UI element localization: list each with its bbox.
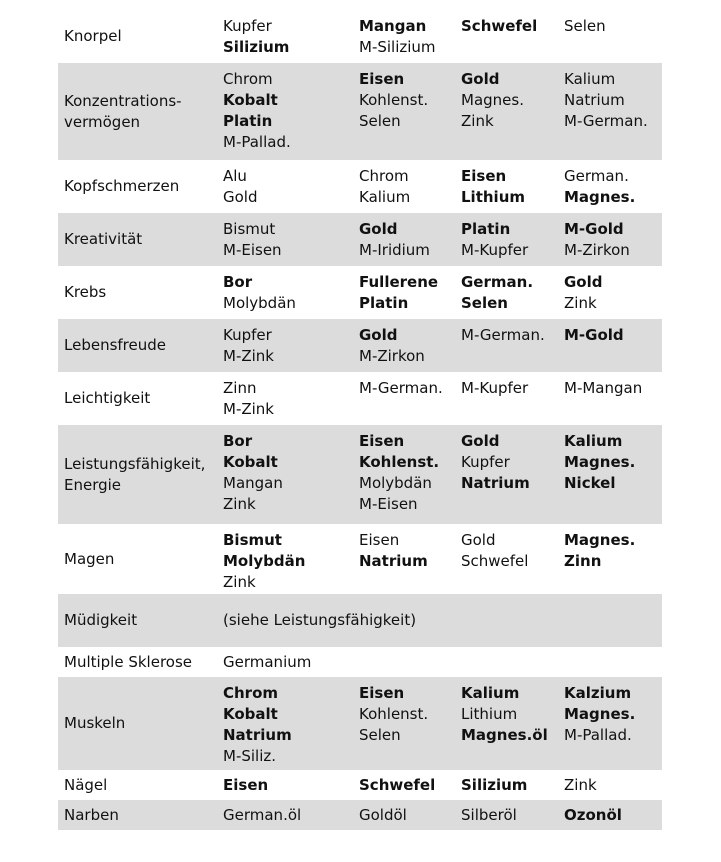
row-label-line: Kopfschmerzen (64, 177, 180, 195)
row-label-line: Krebs (64, 283, 107, 301)
remedy-cell (223, 63, 359, 160)
remedy-item: Goldöl (359, 806, 407, 824)
remedy-item: Kupfer (223, 17, 272, 35)
remedy-item: M-Siliz. (223, 747, 277, 765)
remedy-cell (461, 524, 564, 594)
table-row (58, 63, 662, 160)
remedy-item-primary: Magnes.öl (461, 726, 548, 744)
table-row (58, 800, 662, 830)
remedy-item-primary: Platin (359, 294, 409, 312)
remedy-item: M-Zink (223, 400, 274, 418)
remedy-item-primary: Platin (461, 220, 511, 238)
row-label-line: Narben (64, 805, 119, 824)
remedy-cell (461, 319, 564, 372)
remedy-cell (461, 800, 564, 830)
remedy-cell (359, 770, 461, 800)
remedy-item-primary: Kobalt (223, 453, 278, 471)
remedy-item-primary: Ozonöl (564, 806, 622, 824)
remedy-item: Kalium (359, 188, 411, 206)
remedy-item-primary: Kalium (564, 432, 623, 450)
remedy-cell (564, 800, 662, 830)
remedy-cell (359, 677, 461, 770)
remedy-item-primary: Eisen (461, 167, 507, 185)
row-label (58, 425, 223, 524)
remedy-item-primary: M-Gold (564, 220, 624, 238)
remedy-item: Bismut (223, 220, 276, 238)
table-row (58, 594, 662, 647)
remedy-item-primary: Magnes. (564, 188, 636, 206)
remedy-item: Kalium (564, 70, 616, 88)
remedy-cell (359, 372, 461, 425)
remedy-item: Selen (359, 726, 401, 744)
row-label (58, 213, 223, 266)
remedy-item: Zinn (223, 379, 257, 397)
remedy-item: M-Kupfer (461, 241, 529, 259)
remedy-item: M-Pallad. (223, 133, 291, 151)
remedy-cell (359, 800, 461, 830)
row-label (58, 677, 223, 770)
remedy-item: Molybdän (359, 474, 432, 492)
remedy-item-primary: Magnes. (564, 705, 636, 723)
remedy-cell (223, 213, 359, 266)
row-label-line: Multiple Sklerose (64, 652, 193, 671)
table-row (58, 319, 662, 372)
remedy-item-primary: Fullerene (359, 273, 439, 291)
remedy-item-primary: Molybdän (223, 552, 306, 570)
remedy-item: M-German. (564, 112, 648, 130)
remedy-item-primary: Nickel (564, 474, 616, 492)
remedy-item-primary: Gold (359, 220, 398, 238)
row-label-line: Knorpel (64, 27, 122, 45)
row-label (58, 63, 223, 160)
remedy-cell (359, 524, 461, 594)
remedy-cell (461, 10, 564, 63)
remedy-cell (223, 372, 359, 425)
remedy-item: M-Kupfer (461, 379, 529, 397)
remedy-cell (461, 266, 564, 319)
remedy-item-primary: Kobalt (223, 705, 278, 723)
remedy-item-primary: Natrium (461, 474, 530, 492)
row-label-line: Energie (64, 475, 122, 494)
remedy-cell (564, 524, 662, 594)
remedy-item: M-Mangan (564, 379, 643, 397)
remedy-item: Zink (564, 294, 597, 312)
remedy-item: Zink (461, 112, 494, 130)
remedy-item-primary: Silizium (461, 776, 528, 794)
row-label-line: Magen (64, 549, 115, 568)
remedy-item: M-Iridium (359, 241, 430, 259)
remedy-item: Zink (223, 573, 256, 591)
remedy-cell (564, 213, 662, 266)
remedy-item-primary: Magnes. (564, 453, 636, 471)
row-label-line: Konzentrations- (64, 91, 182, 110)
remedy-item: Eisen (359, 531, 400, 549)
remedy-item-primary: Gold (461, 432, 500, 450)
remedy-cell (223, 266, 359, 319)
row-note: Germanium (223, 652, 312, 671)
remedy-item: Molybdän (223, 294, 296, 312)
remedy-cell (223, 677, 359, 770)
remedy-item-primary: Kohlenst. (359, 453, 440, 471)
table-row (58, 677, 662, 770)
remedy-item: Kupfer (223, 326, 272, 344)
row-label (58, 524, 223, 594)
table-row (58, 160, 662, 213)
table-row (58, 425, 662, 524)
remedy-item: Zink (564, 776, 597, 794)
remedy-item-primary: Selen (461, 294, 508, 312)
remedy-item-primary: Eisen (359, 70, 405, 88)
remedy-item-primary: Silizium (223, 38, 290, 56)
table-row (58, 770, 662, 800)
remedy-cell (564, 319, 662, 372)
remedy-item: M-Eisen (359, 495, 418, 513)
remedy-item: Alu (223, 167, 247, 185)
remedy-item: Selen (564, 17, 606, 35)
remedy-item-primary: Eisen (223, 776, 269, 794)
remedy-item-primary: Platin (223, 112, 273, 130)
remedy-cell (564, 372, 662, 425)
remedy-item-primary: Bismut (223, 531, 282, 549)
remedy-cell (223, 425, 359, 524)
remedy-cell (359, 213, 461, 266)
remedy-cell (564, 266, 662, 319)
remedy-item: Selen (359, 112, 401, 130)
remedy-item: German. (564, 167, 629, 185)
remedy-cell (223, 10, 359, 63)
remedy-cell (564, 770, 662, 800)
remedy-cell (359, 319, 461, 372)
remedy-cell (223, 800, 359, 830)
remedy-cell (461, 213, 564, 266)
remedy-item-primary: M-Gold (564, 326, 624, 344)
row-label-line: Lebensfreude (64, 336, 166, 354)
remedy-cell (564, 63, 662, 160)
remedy-cell (461, 770, 564, 800)
remedy-item: Mangan (223, 474, 283, 492)
remedy-item: M-Zink (223, 347, 274, 365)
remedy-item: Chrom (359, 167, 409, 185)
remedy-cell (461, 63, 564, 160)
row-note: (siehe Leistungsfähigkeit) (223, 611, 417, 629)
remedy-cell (564, 425, 662, 524)
remedy-cell (461, 372, 564, 425)
remedy-cell (461, 425, 564, 524)
remedy-item: M-German. (359, 379, 443, 397)
row-label (58, 266, 223, 319)
remedy-item: Zink (223, 495, 256, 513)
row-label-line: Leichtigkeit (64, 389, 151, 407)
row-label (58, 160, 223, 213)
row-label (58, 800, 223, 830)
table-row (58, 266, 662, 319)
remedy-item-primary: Eisen (359, 684, 405, 702)
remedy-item: Lithium (461, 705, 518, 723)
remedy-item-primary: Gold (461, 70, 500, 88)
remedy-item: Gold (461, 531, 496, 549)
row-label (58, 647, 223, 677)
row-label-line: Kreativität (64, 230, 143, 248)
table-row (58, 647, 662, 677)
row-label (58, 770, 223, 800)
remedy-item: Natrium (564, 91, 625, 109)
remedy-item-primary: Gold (564, 273, 603, 291)
remedy-item: Silberöl (461, 806, 517, 824)
remedy-item: Gold (223, 188, 258, 206)
remedy-item: Schwefel (461, 552, 529, 570)
remedy-item-primary: Gold (359, 326, 398, 344)
remedy-cell (223, 319, 359, 372)
row-label-line: vermögen (64, 112, 141, 131)
remedy-cell (223, 160, 359, 213)
remedy-item-primary: Mangan (359, 17, 427, 35)
table-row (58, 213, 662, 266)
table-row (58, 372, 662, 425)
remedy-cell (564, 10, 662, 63)
remedy-item: M-German. (461, 326, 545, 344)
row-label-line: Leistungsfähigkeit, (64, 454, 206, 473)
remedy-cell (359, 10, 461, 63)
remedy-cell (223, 524, 359, 594)
remedy-item-primary: Magnes. (564, 531, 636, 549)
remedy-item: M-Zirkon (359, 347, 425, 365)
remedy-item-primary: Kalium (461, 684, 520, 702)
row-label (58, 372, 223, 425)
remedy-cell (359, 425, 461, 524)
remedy-item: Kohlenst. (359, 705, 429, 723)
table-row (58, 524, 662, 594)
remedy-table (58, 10, 662, 830)
remedy-cell (359, 63, 461, 160)
row-label (58, 319, 223, 372)
remedy-cell (359, 160, 461, 213)
remedy-cell (564, 677, 662, 770)
remedy-item: German.öl (223, 806, 302, 824)
remedy-item-primary: German. (461, 273, 534, 291)
remedy-item: Magnes. (461, 91, 524, 109)
remedy-cell (461, 677, 564, 770)
row-label-line: Nägel (64, 775, 108, 794)
remedy-cell (223, 770, 359, 800)
remedy-item-primary: Kalzium (564, 684, 632, 702)
remedy-item: Kohlenst. (359, 91, 429, 109)
remedy-cell (359, 266, 461, 319)
remedy-item: M-Zirkon (564, 241, 630, 259)
remedy-item-primary: Chrom (223, 684, 279, 702)
remedy-item: Chrom (223, 70, 273, 88)
remedy-item-primary: Eisen (359, 432, 405, 450)
remedy-item: M-Silizium (359, 38, 436, 56)
remedy-item: M-Eisen (223, 241, 282, 259)
row-label-line: Muskeln (64, 714, 126, 732)
remedy-item-primary: Bor (223, 273, 253, 291)
remedy-item: Kupfer (461, 453, 510, 471)
remedy-item-primary: Kobalt (223, 91, 278, 109)
table-row (58, 10, 662, 63)
row-label (58, 10, 223, 63)
row-label (58, 594, 223, 647)
remedy-cell (564, 160, 662, 213)
remedy-item-primary: Natrium (223, 726, 292, 744)
remedy-item-primary: Natrium (359, 552, 428, 570)
row-label-line: Müdigkeit (64, 611, 138, 629)
remedy-item-primary: Lithium (461, 188, 525, 206)
remedy-item-primary: Bor (223, 432, 253, 450)
remedy-item-primary: Schwefel (461, 17, 538, 35)
remedy-cell (461, 160, 564, 213)
remedy-item-primary: Schwefel (359, 776, 436, 794)
remedy-item-primary: Zinn (564, 552, 602, 570)
remedy-item: M-Pallad. (564, 726, 632, 744)
